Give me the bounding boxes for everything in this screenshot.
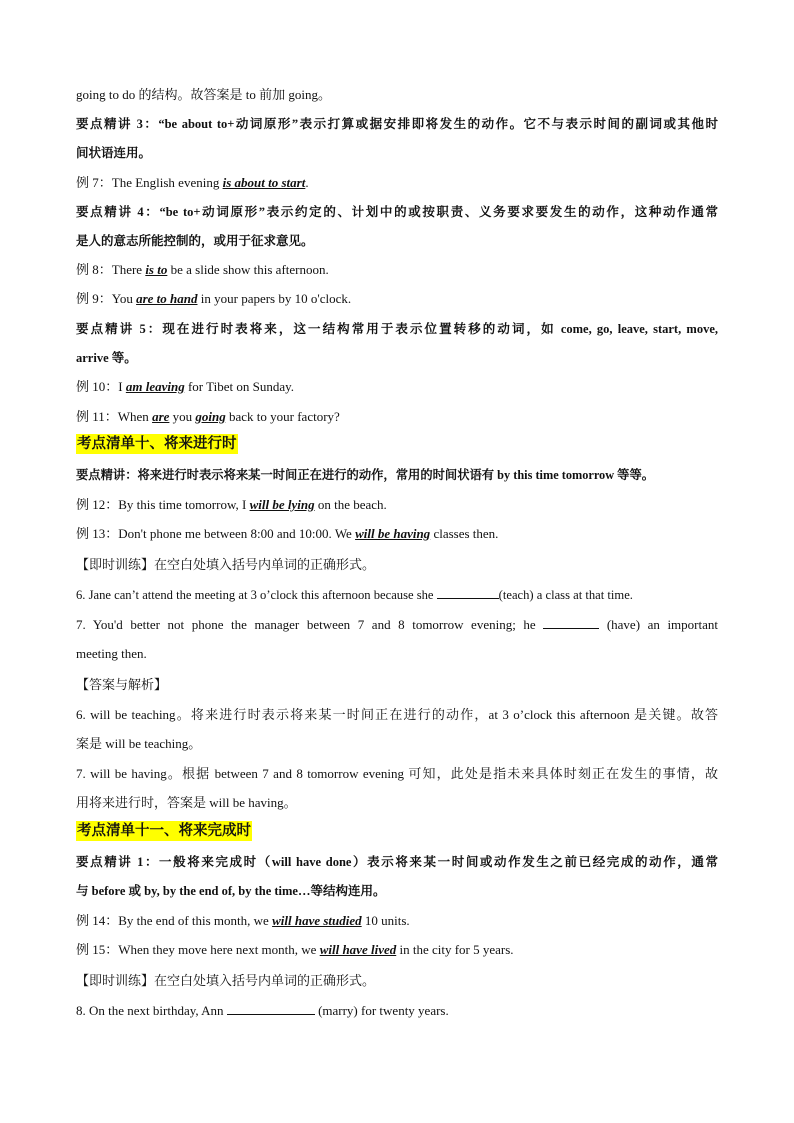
example-answer: will be lying xyxy=(249,497,315,512)
example-15: 例 15：When they move here next month, we will have lived in the city for 5 years. xyxy=(76,942,514,957)
example-answer: are to hand xyxy=(136,291,198,306)
example-13: 例 13：Don't phone me between 8:00 and 10:00. We will be having classes then. xyxy=(76,526,499,541)
example-10: 例 10：I am leaving for Tibet on Sunday. xyxy=(76,379,295,394)
question-6: 6. Jane can’t attend the meeting at 3 o’clock this afternoon because she (teach) a class at that time. xyxy=(76,588,633,602)
key-point-11-line2: 与 before 或 by, by the end of, by the time…等结构连用。 xyxy=(76,884,386,898)
example-answer: are xyxy=(152,409,170,424)
answer-blank[interactable] xyxy=(543,616,599,629)
key-point-4-line2: 是人的意志所能控制的，或用于征求意见。 xyxy=(76,234,314,248)
drill-heading-2: 【即时训练】在空白处填入括号内单词的正确形式。 xyxy=(76,973,376,988)
answer-7-line2: 用将来进行时，答案是 will be having。 xyxy=(76,795,297,810)
example-answer: will have studied xyxy=(272,913,362,928)
answer-blank[interactable] xyxy=(437,586,499,599)
example-answer: will be having xyxy=(355,526,431,541)
example-answer: is about to start xyxy=(222,175,306,190)
example-answer: going xyxy=(195,409,226,424)
section-heading-11: 考点清单十一、将来完成时 xyxy=(77,823,251,839)
example-answer: will have lived xyxy=(319,942,397,957)
question-7-line2: meeting then. xyxy=(76,646,147,661)
answer-7-line1: 7. will be having。根据 between 7 and 8 tomorrow evening 可知，此处是指未来具体时刻正在发生的事情，故 xyxy=(76,766,718,781)
section-heading-10: 考点清单十、将来进行时 xyxy=(77,436,237,452)
answer-6-line1: 6. will be teaching。将来进行时表示将来某一时间正在进行的动作，at 3 o’clock this afternoon 是关键。故答 xyxy=(76,707,718,722)
key-point-4-line1: 要点精讲 4：“be to+动词原形”表示约定的、计划中的或按职责、义务要求要发生的动作，这种动作通常 xyxy=(76,205,718,219)
answer-heading: 【答案与解析】 xyxy=(76,677,168,692)
example-7: 例 7：The English evening is about to start. xyxy=(76,175,309,190)
example-12: 例 12：By this time tomorrow, I will be lying on the beach. xyxy=(76,497,387,512)
drill-heading-1: 【即时训练】在空白处填入括号内单词的正确形式。 xyxy=(76,557,376,572)
key-point-5-line1: 要点精讲 5：现在进行时表将来，这一结构常用于表示位置转移的动词，如 come, go, leave, start, move, xyxy=(76,322,718,336)
example-14: 例 14：By the end of this month, we will have studied 10 units. xyxy=(76,913,410,928)
example-answer: is to xyxy=(145,262,168,277)
key-point-5-line2: arrive 等。 xyxy=(76,351,137,365)
example-answer: am leaving xyxy=(125,379,185,394)
key-point-11-line1: 要点精讲 1：一般将来完成时（will have done）表示将来某一时间或动作发生之前已经完成的动作，通常 xyxy=(76,855,718,869)
example-9: 例 9：You are to hand in your papers by 10 o'clock. xyxy=(76,291,352,306)
example-11: 例 11：When are you going back to your factory? xyxy=(76,409,340,424)
key-point-10: 要点精讲：将来进行时表示将来某一时间正在进行的动作，常用的时间状语有 by this time tomorrow 等等。 xyxy=(76,468,655,482)
answer-blank[interactable] xyxy=(227,1002,315,1015)
answer-6-line2: 案是 will be teaching。 xyxy=(76,736,202,751)
question-8: 8. On the next birthday, Ann (marry) for twenty years. xyxy=(76,1003,449,1018)
key-point-3-line1: 要点精讲 3：“be about to+动词原形”表示打算或据安排即将发生的动作。它不与表示时间的副词或其他时 xyxy=(76,117,718,131)
text-line: going to do 的结构。故答案是 to 前加 going。 xyxy=(76,87,331,102)
key-point-3-line2: 间状语连用。 xyxy=(76,146,152,160)
question-7-line1: 7. You'd better not phone the manager between 7 and 8 tomorrow evening; he (have) an important xyxy=(76,617,718,632)
example-8: 例 8：There is to be a slide show this afternoon. xyxy=(76,262,329,277)
